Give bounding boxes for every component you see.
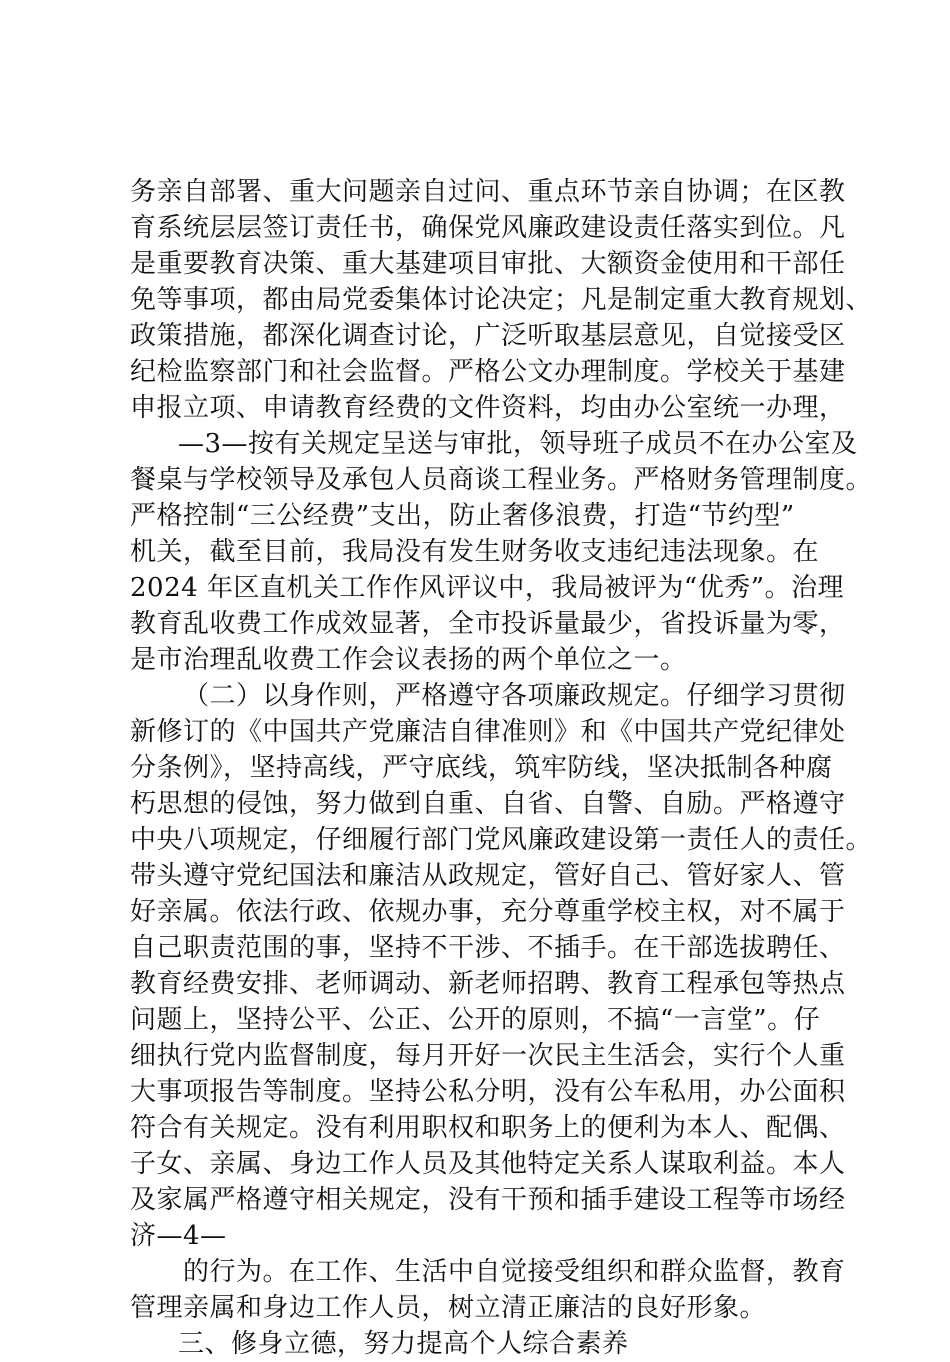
text-line: 是重要教育决策、重大基建项目审批、大额资金使用和干部任 [130,249,846,279]
text-line: 子女、亲属、身边工作人员及其他特定关系人谋取利益。本人 [130,1149,846,1179]
text-line: 育系统层层签订责任书，确保党风廉政建设责任落实到位。凡 [130,213,846,243]
text-line: 大事项报告等制度。坚持公私分明，没有公车私用，办公面积 [130,1077,846,1107]
text-line: 新修订的《中国共产党廉洁自律准则》和《中国共产党纪律处 [130,717,846,747]
text-line: 自己职责范围的事，坚持不干涉、不插手。在干部选拔聘任、 [130,933,846,963]
text-line: 细执行党内监督制度，每月开好一次民主生活会，实行个人重 [130,1041,846,1071]
text-line: 问题上，坚持公平、公正、公开的原则，不搞“一言堂”。仔 [130,1005,821,1035]
text-line: 朽思想的侵蚀，努力做到自重、自省、自警、自励。严格遵守 [130,789,846,819]
text-line: 纪检监察部门和社会监督。严格公文办理制度。学校关于基建 [130,357,846,387]
section-heading-line: （二）以身作则，严格遵守各项廉政规定。仔细学习贯彻 [183,681,846,711]
text-line-with-page-number: 济—4— [130,1221,227,1251]
text-line: 务亲自部署、重大问题亲自过问、重点环节亲自协调；在区教 [130,177,846,207]
text-line: 分条例》，坚持高线，严守底线，筑牢防线，坚决抵制各种腐 [130,753,833,783]
text-line: 带头遵守党纪国法和廉洁从政规定，管好自己、管好家人、管 [130,861,846,891]
text-line: 及家属严格遵守相关规定，没有干预和插手建设工程等市场经 [130,1185,846,1215]
text-line: 政策措施，都深化调查讨论，广泛听取基层意见，自觉接受区 [130,321,846,351]
text-line: 中央八项规定，仔细履行部门党风廉政建设第一责任人的责任。 [130,825,873,855]
text-line: 申报立项、申请教育经费的文件资料，均由办公室统一办理， [130,393,846,423]
text-line: 符合有关规定。没有利用职权和职务上的便利为本人、配偶、 [130,1113,846,1143]
text-line: 教育乱收费工作成效显著，全市投诉量最少，省投诉量为零， [130,609,846,639]
text-line: 管理亲属和身边工作人员，树立清正廉洁的良好形象。 [130,1293,767,1323]
text-line: 是市治理乱收费工作会议表扬的两个单位之一。 [130,645,687,675]
text-line: 严格控制“三公经费”支出，防止奢侈浪费，打造“节约型” [130,501,795,531]
text-line: 2024 年区直机关工作作风评议中，我局被评为“优秀”。治理 [130,573,845,603]
text-line-with-page-number: —3—按有关规定呈送与审批，领导班子成员不在办公室及 [178,429,858,459]
text-line: 餐桌与学校领导及承包人员商谈工程业务。严格财务管理制度。 [130,465,873,495]
text-line: 好亲属。依法行政、依规办事，充分尊重学校主权，对不属于 [130,897,846,927]
text-line: 免等事项，都由局党委集体讨论决定；凡是制定重大教育规划、 [130,285,873,315]
section-heading-line: 三、修身立德，努力提高个人综合素养 [178,1329,629,1359]
text-line: 的行为。在工作、生活中自觉接受组织和群众监督，教育 [183,1257,846,1287]
text-line: 机关，截至目前，我局没有发生财务收支违纪违法现象。在 [130,537,820,567]
text-line: 教育经费安排、老师调动、新老师招聘、教育工程承包等热点 [130,969,846,999]
